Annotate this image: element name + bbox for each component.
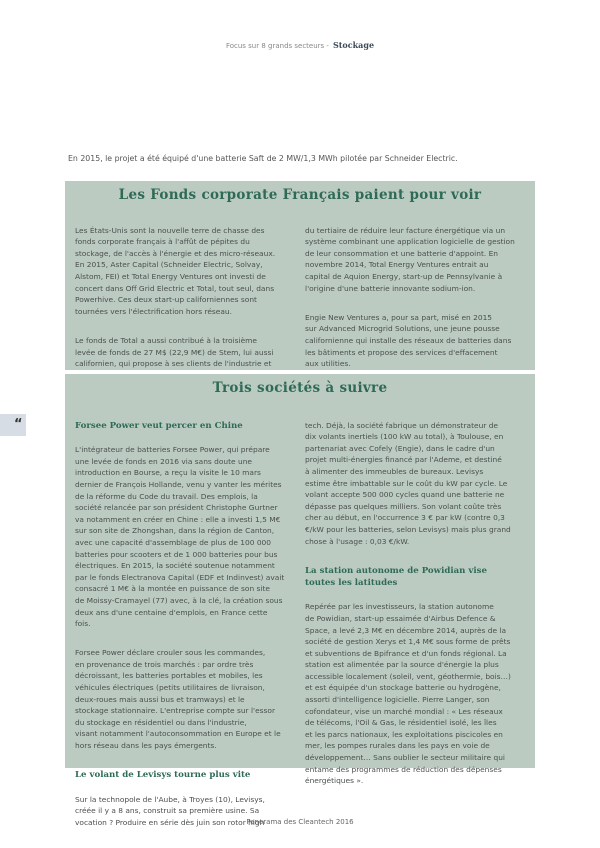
header-sector: Stockage [332,40,375,50]
quote-icon: “ [14,417,23,432]
right-column [305,213,533,387]
subheading: La station autonome de Powidian vise toutes les latitudes [305,565,487,588]
left-column [75,213,303,387]
header-section: Focus sur 8 grands secteurs - [225,42,329,50]
paragraph: du tertiaire de réduire leur facture énergétique via un système combinant une application logicielle de gestion de leur consommation et une batterie d'appoint. En novembre 2014, Total Energy Ventures entrait au capital de Aquion Energy, start-up de Pennsylvanie à l'origine d'une batterie innovante sodium-ion. [305,225,515,293]
paragraph: Le fonds de Total a aussi contribué à la troisième levée de fonds de 27 M$ (22,9 M€) de Stem, lui aussi californien, qui propose à ses clients de l'industrie et [75,335,274,369]
subheading: Le volant de Levisys tourne plus vite [75,770,251,781]
paragraph: L'intégrateur de batteries Forsee Power, qui prépare une levée de fonds en 2016 via sans doute une introduction en Bourse, a reçu la visite le 10 mars dernier de François Hollande, venu y vanter les mérites de la réforme du Code du travail. Des emplois, la société relancée par son président Christophe Gurtner va notamment en créer en Chine : elle a investi 1,5 M€ sur son site de Zhongshan, dans la région de Canton, avec une capacité d'assemblage de plus de 100 000 batteries pour scooters et de 1 000 batteries pour bus électriques. En 2015, la société soutenue notamment par le fonds Electranova Capital (EDF et Indinvest) avait consacré 1 M€ à la montée en puissance de son site de Moissy-Cramayel (77) avec, à la clé, la création sous deux ans d'une centaine d'emplois, en France cette fois. [75,445,285,629]
left-column [75,408,303,846]
box-title: Trois sociétés à suivre [212,380,388,396]
box-title: Les Fonds corporate Français paient pour voir [118,187,482,203]
intro-caption: En 2015, le projet a été équipé d'une batterie Saft de 2 MW/1,3 MWh pilotée par Schneider Electric. [68,154,458,163]
paragraph: Forsee Power déclare crouler sous les commandes, en provenance de trois marchés : par ordre très décroissant, les batteries portables et mobiles, les véhicules électriques (petits utilitaires de livraison, deux-roues mais aussi bus et tramways) et le stockage stationnaire. L'entreprise compte sur l'essor du stockage en résidentiel ou dans l'industrie, visant notamment l'autoconsommation en Europe et le hors réseau dans les pays émergents. [75,648,281,751]
page-footer: Panorama des Cleantech 2016 [246,818,354,826]
paragraph: Sur la technopole de l'Aube, à Troyes (10), Levisys, créée il y a 8 ans, construit sa première usine. Sa vocation ? Produire en série dès juin son rotor high [75,794,265,827]
paragraph: Repérée par les investisseurs, la station autonome de Powidian, start-up essaimée d'Airbus Defence & Space, a levé 2,3 M€ en décembre 2014, auprès de la société de gestion Xerys et 1,4 M€ sous forme de prêts et subventions de Bpifrance et d'un fonds régional. La station est alimentée par la source d'énergie la plus accessible localement (soleil, vent, géothermie, bois…) et est équipée d'un stockage batterie ou hydrogène, assorti d'intelligence logicielle. Pierre Langer, son cofondateur, vise un marché mondial : « Les réseaux de télécoms, l'Oil & Gas, le résidentiel isolé, les îles et les parcs nationaux, les exploitations piscicoles en mer, les pompes rurales dans les pays en voie de développement… Sans oublier le secteur militaire qui entame des programmes de réduction des dépenses énergétiques ». [305,602,511,786]
running-header [0,40,600,50]
subheading: Forsee Power veut percer en Chine [75,420,243,431]
corporate-funds-box [65,181,535,370]
paragraph: Engie New Ventures a, pour sa part, misé en 2015 sur Advanced Microgrid Solutions, une jeune pousse californienne qui installe des réseaux de batteries dans les bâtiments et propose des services d'effacement aux utilities. [305,312,512,369]
paragraph: Les États-Unis sont la nouvelle terre de chasse des fonds corporate français à l'affût de pépites du stockage, de l'accès à l'énergie et des micro-réseaux. En 2015, Aster Capital (Schneider Electric, Solvay, Alstom, FEI) et Total Energy Ventures ont investi de concert dans Off Grid Electric et Total, tout seul, dans Powerhive. Ces deux start-up californiennes sont tournées vers l'électrification hors réseau. [75,225,276,316]
right-column [305,408,533,804]
paragraph: tech. Déjà, la société fabrique un démonstrateur de dix volants inertiels (100 kW au total), à Toulouse, en partenariat avec Cofely (Engie), dans le cadre d'un projet multi-énergies financé par l'Ademe, et destiné à alimenter des immeubles de bureaux. Levisys estime être imbattable sur le coût du kW par cycle. Le volant accepte 500 000 cycles quand une batterie ne dépasse pas quelques milliers. Son volant coûte très cher au début, en l'occurrence 3 € par kW (contre 0,3 €/kW pour les batteries, selon Levisys) mais plus grand chose à l'usage : 0,03 €/kW. [305,420,511,546]
